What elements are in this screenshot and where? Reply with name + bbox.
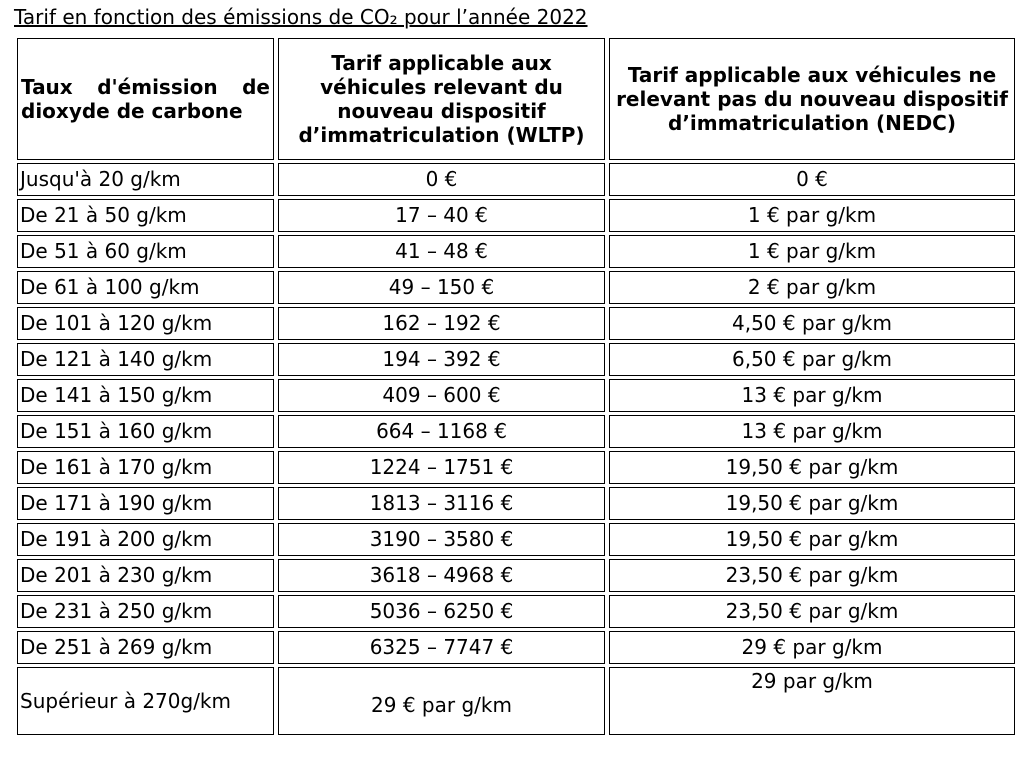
cell-nedc-tariff: 23,50 € par g/km xyxy=(609,559,1015,592)
cell-wltp-tariff: 162 – 192 € xyxy=(278,307,605,340)
table-row xyxy=(17,235,1015,268)
cell-wltp-tariff: 41 – 48 € xyxy=(278,235,605,268)
cell-wltp-tariff: 3618 – 4968 € xyxy=(278,559,605,592)
cell-emission-range: De 51 à 60 g/km xyxy=(17,235,274,268)
header-wltp: Tarif applicable aux véhicules relevant du nouveau dispositif d’immatriculation (WLTP) xyxy=(278,38,605,160)
table-row xyxy=(17,343,1015,376)
table-row xyxy=(17,559,1015,592)
cell-wltp-tariff: 29 € par g/km xyxy=(278,667,605,735)
header-emission-rate-line2: dioxyde de carbone xyxy=(21,99,243,123)
table-row xyxy=(17,487,1015,520)
cell-nedc-tariff: 6,50 € par g/km xyxy=(609,343,1015,376)
cell-nedc-tariff: 1 € par g/km xyxy=(609,235,1015,268)
cell-nedc-tariff: 1 € par g/km xyxy=(609,199,1015,232)
cell-emission-range: De 151 à 160 g/km xyxy=(17,415,274,448)
cell-emission-range: De 161 à 170 g/km xyxy=(17,451,274,484)
cell-emission-range: De 251 à 269 g/km xyxy=(17,631,274,664)
table-row xyxy=(17,415,1015,448)
cell-emission-range: De 21 à 50 g/km xyxy=(17,199,274,232)
cell-wltp-tariff: 0 € xyxy=(278,163,605,196)
cell-nedc-tariff: 13 € par g/km xyxy=(609,415,1015,448)
cell-emission-range: De 191 à 200 g/km xyxy=(17,523,274,556)
header-emission-rate-line1: Taux d'émission de xyxy=(21,75,270,99)
cell-wltp-tariff: 49 – 150 € xyxy=(278,271,605,304)
cell-emission-range: De 121 à 140 g/km xyxy=(17,343,274,376)
table-row xyxy=(17,631,1015,664)
table-row xyxy=(17,523,1015,556)
cell-wltp-tariff: 5036 – 6250 € xyxy=(278,595,605,628)
cell-emission-range: Supérieur à 270g/km xyxy=(17,667,274,735)
cell-nedc-tariff: 2 € par g/km xyxy=(609,271,1015,304)
cell-wltp-tariff: 6325 – 7747 € xyxy=(278,631,605,664)
cell-emission-range: De 141 à 150 g/km xyxy=(17,379,274,412)
cell-wltp-tariff: 1224 – 1751 € xyxy=(278,451,605,484)
table-row xyxy=(17,307,1015,340)
table-row xyxy=(17,163,1015,196)
cell-nedc-tariff: 29 € par g/km xyxy=(609,631,1015,664)
cell-nedc-tariff: 19,50 € par g/km xyxy=(609,523,1015,556)
cell-wltp-tariff: 1813 – 3116 € xyxy=(278,487,605,520)
cell-emission-range: Jusqu'à 20 g/km xyxy=(17,163,274,196)
table-row xyxy=(17,379,1015,412)
table-row xyxy=(17,667,1015,735)
table-header-row xyxy=(17,38,1015,160)
cell-nedc-tariff: 19,50 € par g/km xyxy=(609,487,1015,520)
cell-emission-range: De 201 à 230 g/km xyxy=(17,559,274,592)
cell-nedc-tariff: 29 par g/km xyxy=(609,667,1015,735)
cell-nedc-tariff: 0 € xyxy=(609,163,1015,196)
cell-wltp-tariff: 17 – 40 € xyxy=(278,199,605,232)
co2-tariff-table xyxy=(13,35,1019,738)
table-row xyxy=(17,451,1015,484)
table-row xyxy=(17,199,1015,232)
cell-wltp-tariff: 3190 – 3580 € xyxy=(278,523,605,556)
cell-emission-range: De 61 à 100 g/km xyxy=(17,271,274,304)
header-nedc: Tarif applicable aux véhicules ne relevant pas du nouveau dispositif d’immatriculation (NEDC) xyxy=(609,38,1015,160)
cell-emission-range: De 101 à 120 g/km xyxy=(17,307,274,340)
header-emission-rate xyxy=(17,38,274,160)
cell-wltp-tariff: 194 – 392 € xyxy=(278,343,605,376)
cell-nedc-tariff: 4,50 € par g/km xyxy=(609,307,1015,340)
cell-emission-range: De 171 à 190 g/km xyxy=(17,487,274,520)
table-row xyxy=(17,271,1015,304)
cell-wltp-tariff: 664 – 1168 € xyxy=(278,415,605,448)
cell-nedc-tariff: 13 € par g/km xyxy=(609,379,1015,412)
cell-emission-range: De 231 à 250 g/km xyxy=(17,595,274,628)
table-caption: Tarif en fonction des émissions de CO₂ pour l’année 2022 xyxy=(14,5,588,29)
cell-nedc-tariff: 19,50 € par g/km xyxy=(609,451,1015,484)
cell-nedc-tariff: 23,50 € par g/km xyxy=(609,595,1015,628)
table-row xyxy=(17,595,1015,628)
cell-wltp-tariff: 409 – 600 € xyxy=(278,379,605,412)
